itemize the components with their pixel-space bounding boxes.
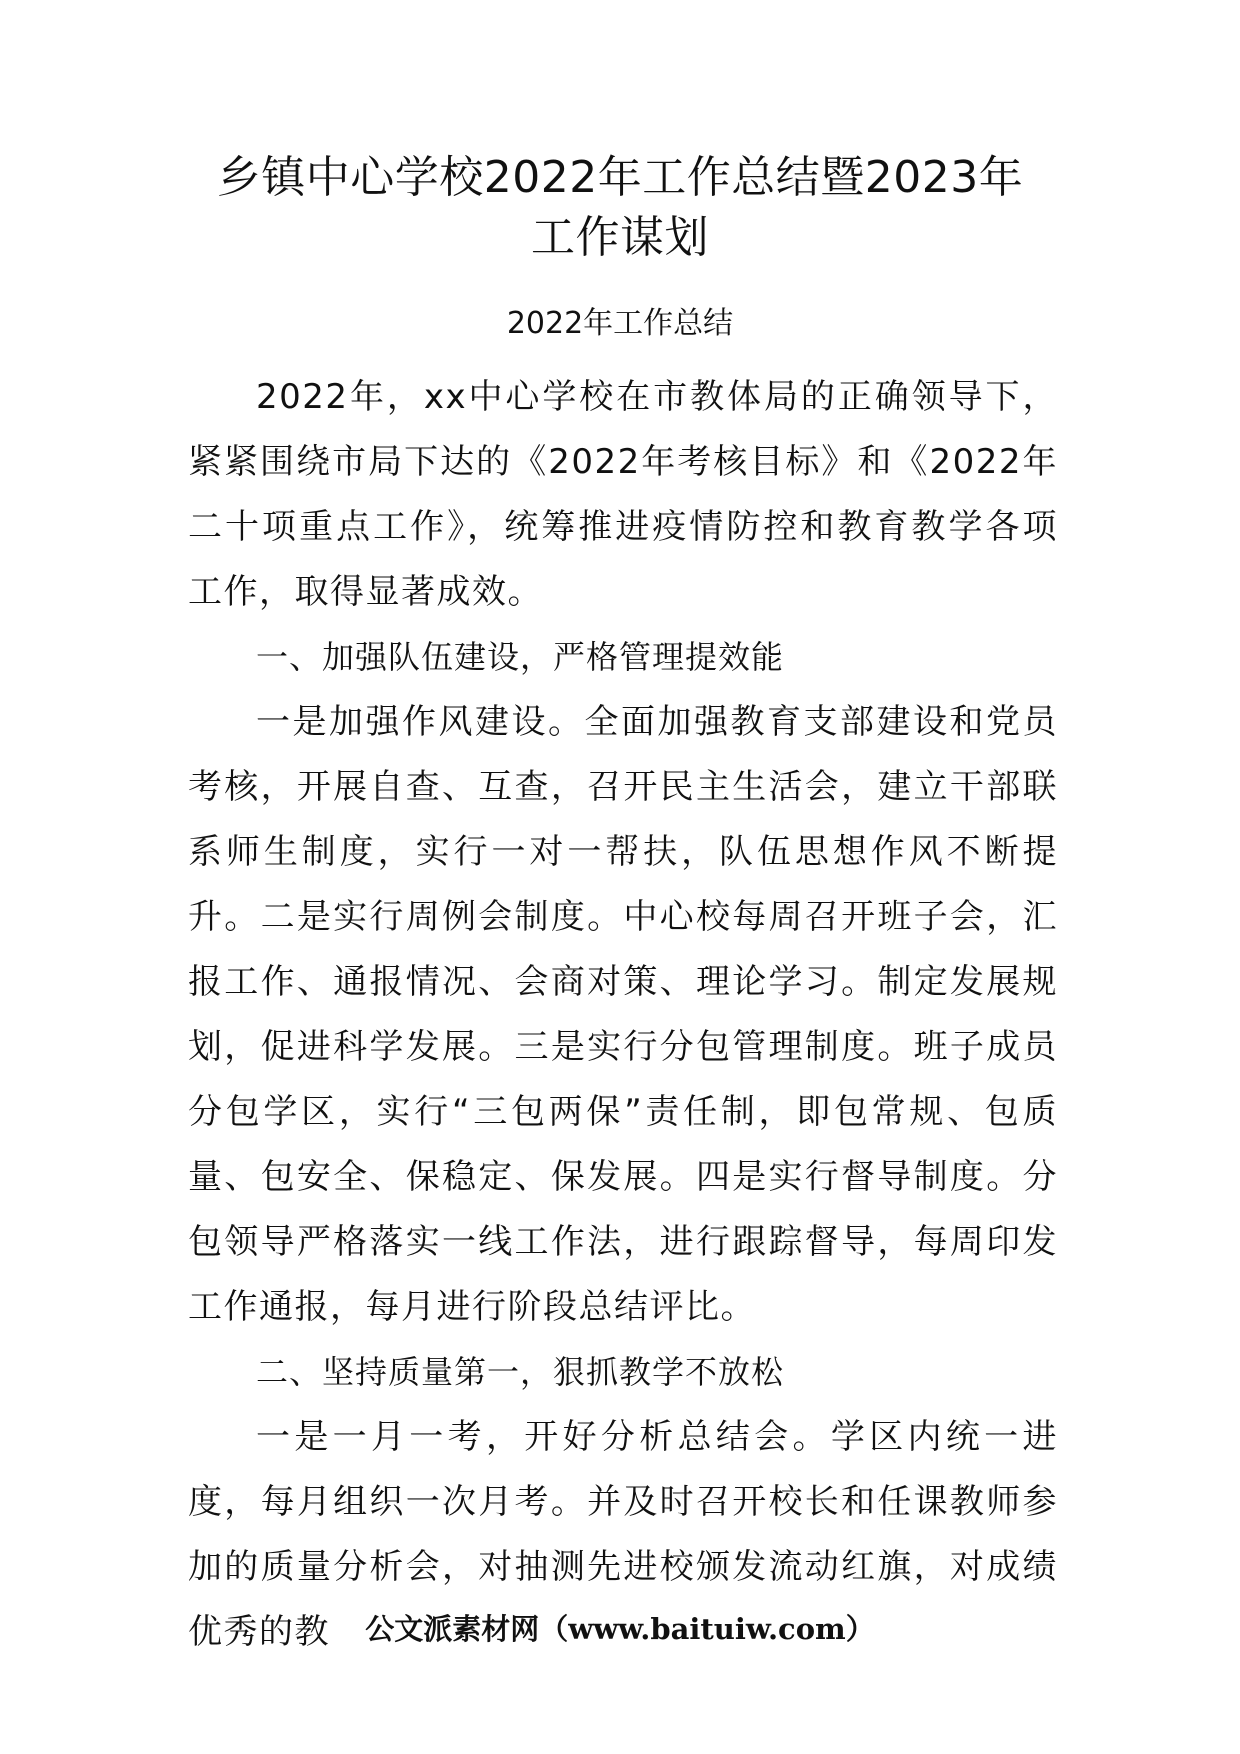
footer-watermark: 公文派素材网（www.baituiw.com） — [365, 1612, 875, 1646]
section-2-paragraph: 一是一月一考，开好分析总结会。学区内统一进度，每月组织一次月考。并及时召开校长和任课教师参加的质量分析会，对抽测先进校颁发流动红旗，对成绩优秀的教 — [188, 1417, 1058, 1652]
intro-paragraph: 2022年，xx中心学校在市教体局的正确领导下，紧紧围绕市局下达的《2022年考核目标》和《2022年二十项重点工作》，统筹推进疫情防控和教育教学各项工作，取得显著成效。 — [188, 377, 1058, 612]
section-1-paragraph: 一是加强作风建设。全面加强教育支部建设和党员考核，开展自查、互查，召开民主生活会，建立干部联系师生制度，实行一对一帮扶，队伍思想作风不断提升。二是实行周例会制度。中心校每周召开班子会，汇报工作、通报情况、会商对策、理论学习。制定发展规划，促进科学发展。三是实行分包管理制度。班子成员分包学区，实行“三包两保”责任制，即包常规、包质量、包安全、保稳定、保发展。四是实行督导制度。分包领导严格落实一线工作法，进行跟踪督导，每周印发工作通报，每月进行阶段总结评比。 — [188, 702, 1058, 1327]
section-2-heading: 二、坚持质量第一，狠抓教学不放松 — [256, 1353, 785, 1391]
document-subtitle: 2022年工作总结 — [506, 306, 734, 341]
document-title-line-2: 工作谋划 — [531, 212, 709, 263]
section-1-heading: 一、加强队伍建设，严格管理提效能 — [256, 638, 785, 676]
document-body — [188, 365, 1058, 1665]
document-title-line-1: 乡镇中心学校2022年工作总结暨2023年 — [216, 152, 1024, 203]
